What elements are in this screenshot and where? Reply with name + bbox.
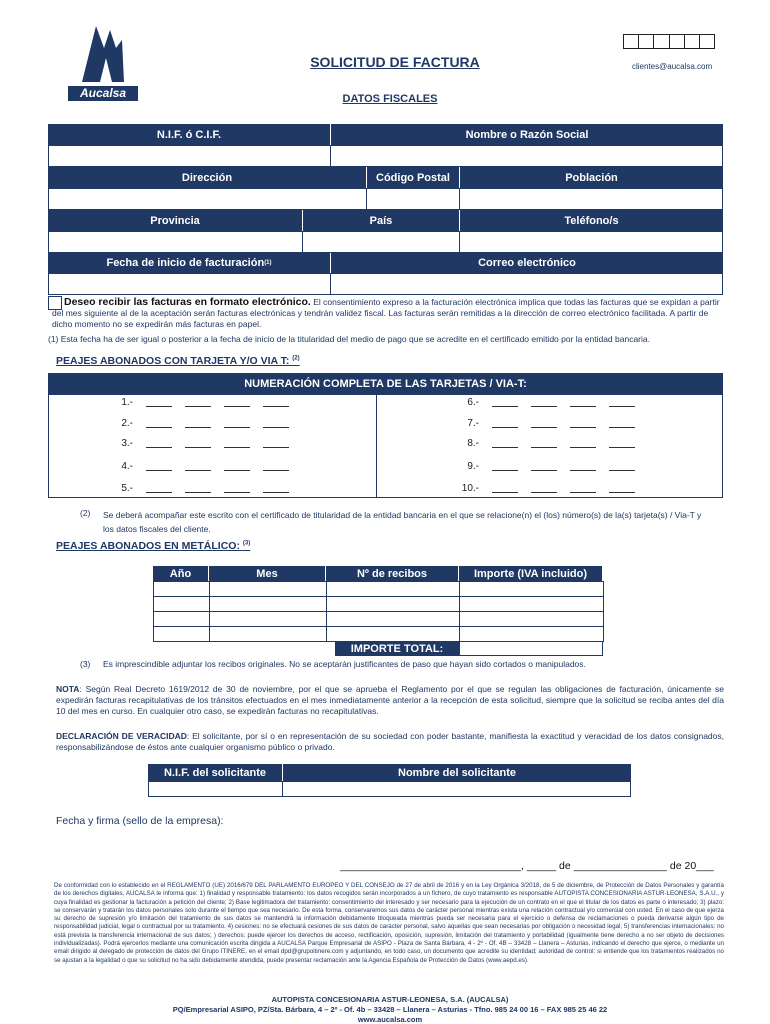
firma-date-line[interactable]: _______________________________, _____ de ________________ de 20___ — [340, 860, 714, 872]
cash-section-title — [56, 540, 250, 552]
cash-cell[interactable] — [326, 596, 460, 612]
cash-cell[interactable] — [326, 611, 460, 627]
card-digit-group-field[interactable] — [492, 419, 518, 428]
legal-text: De conformidad con lo establecido en el REGLAMENTO (UE) 2016/679 DEL PARLAMENTO EUROPEO Y DEL CONSEJO de 27 de abril de 2016 y en la Ley Orgánica 3/2018, de 5 de diciembre, de Protección de Datos Personales y garantía de los derechos digitales, AUCALSA le informa que: 1) finalidad y responsable tratamiento: los datos recogidos serán incorporados a un fichero, de cuyo tratamiento es responsable AUTOPISTA CONCESIONARIA ASTUR-LEONESA, S.A.U., y cuya finalidad es gestionar la facturación a petición del cliente; 2) Base legitimadora del tratamiento: consentimiento del interesado y ser necesario para la ejecución de un contrato en el que el titular de los datos es parte o interesado; 3) plazo: se conservarán y tratarán los datos personales solo durante el tiempo que sea necesario. De esta forma, conservaremos sus datos de carácter personal mientras exista una relación contractual y/o comercial con usted. En el caso de que ejerza su derecho de supresión y/o limitación del tratamiento de sus datos se mantendrá la información debidamente bloqueada mientras pueda ser necesaria para el ejercicio o defensa de reclamaciones o pueda derivarse algún tipo de responsabilidad judicial, legal o contractual por su tratamiento. 4) cesiones: no se efectuará cesiones de sus datos de carácter personal, salvo aquellas que sean necesarias por obligación o necesidad legal; 5) transferencias internacionales: no está prevista la transferencia internacional de sus datos; ) derechos: puede ejercer los derechos de acceso, rectificación, oposición, supresión, limitación del tratamiento y portabilidad (igualmente tiene derecho a no ser objeto de decisiones individualizadas). Podrá ejercerlos mediante una comunicación escrita dirigida a AUCALSA Parque Empresarial de ASIPO - Plaza de Santa Bárbara, 4 - 2º - Of. 4B – 33428 – Llanera – Asturias, indicando el derecho que ejerce, o mediante un email dirigido al delegado de protección de datos del Grupo ITINERE, en el email dpd@grupoitinere.com y adjuntando, en todo caso, un documento que acredite su identidad; autoridad de control: si entiende que los tratamientos realizados no se ajustan a la legalidad o que su solicitud no ha sido debidamente atendida, puede presentar reclamación ante la Agencia Española de Protección de Datos (www.aepd.es). — [54, 882, 724, 964]
cards-table-header: NUMERACIÓN COMPLETA DE LAS TARJETAS / VIA-T: — [48, 373, 723, 394]
cash-cell[interactable] — [209, 596, 327, 612]
card-digit-group-field[interactable] — [531, 419, 557, 428]
note-2: Se deberá acompañar este escrito con el certificado de titularidad de la entidad bancaria en el que se relacione(n) el (los) número(s) de la(s) tarjeta(s) / Via-T y los datos fiscales del cliente. — [103, 510, 702, 534]
electronic-consent — [52, 297, 724, 330]
cash-section-title-text: PEAJES ABONADOS EN METÁLICO: — [56, 540, 240, 552]
card-number-label: 6.- — [467, 397, 479, 408]
card-number-label: 5.- — [121, 483, 133, 494]
nota-paragraph — [56, 684, 724, 717]
card-digit-group-field[interactable] — [224, 484, 250, 493]
fecha-inicio-label: Fecha de inicio de facturación — [106, 256, 265, 269]
correo-header: Correo electrónico — [331, 252, 723, 273]
fecha-inicio-sup: (1) — [264, 259, 272, 266]
cash-cell[interactable] — [209, 611, 327, 627]
card-digit-group-field[interactable] — [609, 484, 635, 493]
card-row — [105, 483, 289, 494]
direccion-header: Dirección — [48, 167, 366, 188]
subtitle: DATOS FISCALES — [342, 93, 438, 105]
card-digit-group-field[interactable] — [609, 439, 635, 448]
card-digit-group-field[interactable] — [609, 462, 635, 471]
codigo-postal-field[interactable] — [366, 188, 460, 210]
pais-header: País — [303, 210, 459, 231]
correo-field[interactable] — [330, 273, 723, 295]
card-digit-group-field[interactable] — [224, 419, 250, 428]
fecha-inicio-header — [48, 252, 330, 273]
cash-cell[interactable] — [459, 596, 604, 612]
card-digit-group-field[interactable] — [263, 439, 289, 448]
nombre-header: Nombre o Razón Social — [331, 124, 723, 145]
card-number-label: 1.- — [121, 397, 133, 408]
card-digit-group-field[interactable] — [570, 462, 596, 471]
footer-web[interactable]: www.aucalsa.com — [357, 1015, 423, 1024]
card-number-label: 9.- — [467, 461, 479, 472]
nota-text: : Según Real Decreto 1619/2012 de 30 de noviembre, por el que se aprueba el Reglamento por el que se regulan las obligaciones de facturación, únicamente se expedirán facturas recapitulativas de los tránsitos efectuados en el mes inmediatamente anterior a la recepción de esta solicitud, siempre que la solicitud se reciba antes del día 10 del mes en curso. En cualquier otro caso, se expedirán facturas no recapitulativas. — [56, 684, 724, 716]
note-2-number: (2) — [80, 508, 91, 518]
cash-header-cell: Mes — [209, 566, 325, 581]
card-digit-group-field[interactable] — [570, 439, 596, 448]
card-row — [451, 418, 635, 429]
card-digit-group-field[interactable] — [185, 462, 211, 471]
cash-cell[interactable] — [153, 626, 210, 642]
card-digit-group-field[interactable] — [146, 462, 172, 471]
card-digit-group-field[interactable] — [224, 439, 250, 448]
card-row — [451, 461, 635, 472]
note-3-number: (3) — [80, 659, 91, 669]
electronic-consent-bold: Deseo recibir las facturas en formato electrónico. — [64, 296, 311, 308]
card-digit-group-field[interactable] — [531, 398, 557, 407]
cash-cell[interactable] — [326, 581, 460, 597]
card-digit-group-field[interactable] — [263, 484, 289, 493]
solicitante-nombre-field[interactable] — [282, 781, 631, 797]
electronic-consent-text: El consentimiento expreso a la facturación electrónica implica que todas las facturas que se expidan a partir del mes siguiente al de la aceptación serán facturas electrónicas y tendrán validez fiscal. Las facturas serán remitidas a la dirección de correo electrónico facilitada. A partir de dicho momento no se expedirán más facturas en papel. — [52, 297, 720, 329]
telefono-field[interactable] — [459, 231, 723, 253]
card-row — [451, 483, 635, 494]
card-row — [105, 418, 289, 429]
cash-section-sup: (3) — [242, 540, 251, 547]
card-row — [105, 438, 289, 449]
reference-boxes — [623, 34, 715, 49]
card-row — [105, 397, 289, 408]
card-digit-group-field[interactable] — [492, 462, 518, 471]
note-1: (1) Esta fecha ha de ser igual o posterior a la fecha de inicio de la titularidad del medio de pago que se acredite en el certificado emitido por la entidad bancaria. — [48, 334, 650, 344]
card-digit-group-field[interactable] — [146, 484, 172, 493]
card-digit-group-field[interactable] — [263, 462, 289, 471]
provincia-header: Provincia — [48, 210, 302, 231]
card-number-label: 8.- — [467, 438, 479, 449]
page-title: SOLICITUD DE FACTURA — [310, 54, 480, 70]
card-number-label: 2.- — [121, 418, 133, 429]
card-digit-group-field[interactable] — [146, 439, 172, 448]
cash-cell[interactable] — [209, 626, 327, 642]
cash-header-cell: Importe (IVA incluido) — [459, 566, 602, 581]
solicitante-nombre-header: Nombre del solicitante — [283, 764, 631, 781]
declaracion-text: : El solicitante, por sí o en representación de su sociedad con poder bastante, manifiesta la exactitud y veracidad de los datos consignados, responsabilizándose de éstos ante cualquier organismo público o privado. — [56, 731, 724, 752]
poblacion-header: Población — [460, 167, 723, 188]
card-digit-group-field[interactable] — [263, 419, 289, 428]
logo-text: Aucalsa — [79, 86, 127, 100]
card-digit-group-field[interactable] — [224, 462, 250, 471]
card-number-label: 3.- — [121, 438, 133, 449]
provincia-field[interactable] — [48, 231, 303, 253]
declaracion-paragraph — [56, 731, 724, 753]
pais-field[interactable] — [302, 231, 460, 253]
card-number-label: 7.- — [467, 418, 479, 429]
card-digit-group-field[interactable] — [570, 398, 596, 407]
nif-header: N.I.F. ó C.I.F. — [48, 124, 330, 145]
telefono-header: Teléfono/s — [460, 210, 723, 231]
cards-section-sup: (2) — [292, 355, 300, 362]
cash-cell[interactable] — [153, 581, 210, 597]
cash-cell[interactable] — [153, 611, 210, 627]
declaracion-label: DECLARACIÓN DE VERACIDAD — [56, 731, 187, 741]
cash-header-cell: Año — [153, 566, 208, 581]
contact-email[interactable]: clientes@aucalsa.com — [632, 62, 713, 71]
cards-section-title — [56, 355, 300, 367]
card-row — [451, 438, 635, 449]
card-digit-group-field[interactable] — [185, 419, 211, 428]
codigo-postal-header: Código Postal — [367, 167, 459, 188]
cash-header-cell: Nº de recibos — [326, 566, 458, 581]
fecha-inicio-field[interactable] — [48, 273, 331, 295]
footer-company: AUTOPISTA CONCESIONARIA ASTUR-LEONESA, S.A. (AUCALSA) — [271, 995, 509, 1004]
cash-cell[interactable] — [326, 626, 460, 642]
cash-cell[interactable] — [459, 581, 604, 597]
cash-cell[interactable] — [153, 596, 210, 612]
card-digit-group-field[interactable] — [531, 462, 557, 471]
nombre-field[interactable] — [330, 145, 723, 167]
card-digit-group-field[interactable] — [609, 398, 635, 407]
card-digit-group-field[interactable] — [185, 484, 211, 493]
card-number-label: 4.- — [121, 461, 133, 472]
cash-cell[interactable] — [459, 611, 604, 627]
total-label: IMPORTE TOTAL: — [335, 641, 459, 656]
total-field[interactable] — [459, 641, 603, 656]
card-digit-group-field[interactable] — [263, 398, 289, 407]
solicitante-nif-header: N.I.F. del solicitante — [148, 764, 282, 781]
poblacion-field[interactable] — [459, 188, 723, 210]
card-digit-group-field[interactable] — [570, 419, 596, 428]
cards-section-title-text: PEAJES ABONADOS CON TARJETA Y/O VIA T: — [56, 355, 290, 367]
direccion-field[interactable] — [48, 188, 367, 210]
card-digit-group-field[interactable] — [531, 439, 557, 448]
card-digit-group-field[interactable] — [609, 419, 635, 428]
nif-field[interactable] — [48, 145, 331, 167]
card-row — [451, 397, 635, 408]
card-digit-group-field[interactable] — [570, 484, 596, 493]
solicitante-nif-field[interactable] — [148, 781, 283, 797]
card-digit-group-field[interactable] — [531, 484, 557, 493]
nota-label: NOTA — [56, 684, 80, 694]
card-digit-group-field[interactable] — [146, 419, 172, 428]
card-digit-group-field[interactable] — [185, 439, 211, 448]
cash-cell[interactable] — [209, 581, 327, 597]
card-row — [105, 461, 289, 472]
firma-label: Fecha y firma (sello de la empresa): — [56, 815, 224, 827]
card-digit-group-field[interactable] — [185, 398, 211, 407]
card-number-label: 10.- — [461, 483, 479, 494]
card-digit-group-field[interactable] — [146, 398, 172, 407]
note-3: Es imprescindible adjuntar los recibos originales. No se aceptarán justificantes de paso que hayan sido cortados o manipulados. — [103, 659, 586, 669]
cash-cell[interactable] — [459, 626, 604, 642]
card-digit-group-field[interactable] — [492, 398, 518, 407]
footer-address: PQ/Empresarial ASIPO, PZ/Sta. Bárbara, 4 – 2º - Of. 4b – 33428 – Llanera – Asturias - Tfno. 985 24 00 16 – FAX 985 25 46 22 — [172, 1005, 608, 1014]
card-digit-group-field[interactable] — [492, 484, 518, 493]
card-digit-group-field[interactable] — [492, 439, 518, 448]
card-digit-group-field[interactable] — [224, 398, 250, 407]
